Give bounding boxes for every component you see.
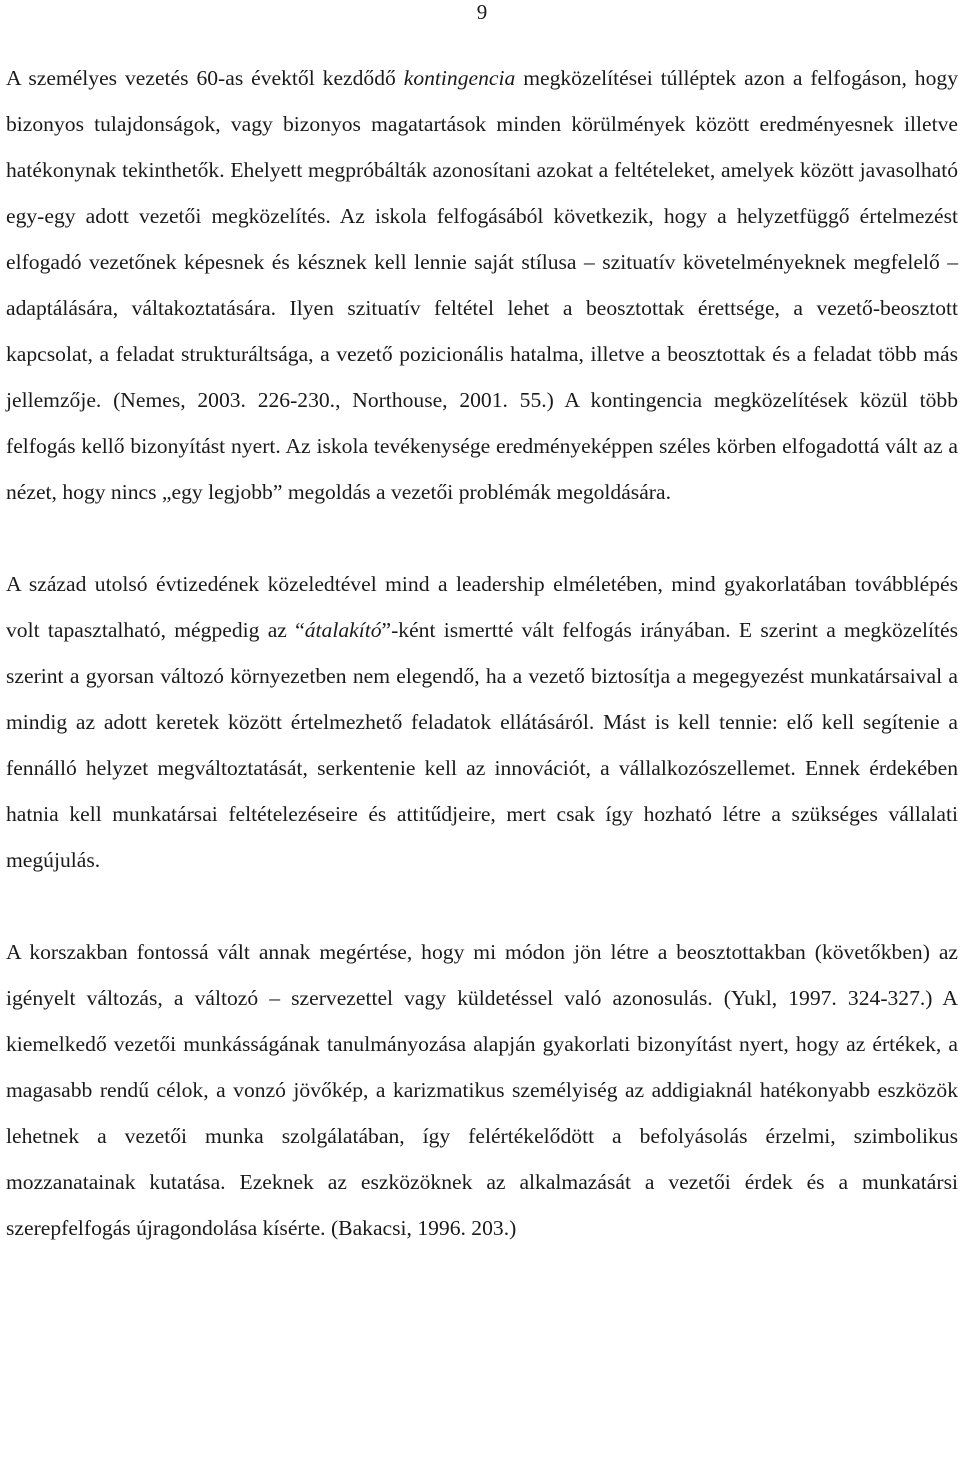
text-segment: A személyes vezetés 60-as évektől kezdődő [6, 66, 404, 90]
document-body [6, 55, 958, 1251]
italic-term-kontingencia: kontingencia [403, 66, 516, 90]
paragraph-kontingencia [6, 55, 958, 515]
text-segment: megközelítései túlléptek azon a felfogáson, hogy bizonyos tulajdonságok, vagy bizonyos magatartások minden körülmények között eredményesnek illetve hatékonynak tekinthetők. Ehelyett megpróbálták azonosítani azokat a feltételeket, amelyek között javasolható egy-egy adott vezetői megközelítés. Az iskola felfogásából következik, hogy a helyzetfüggő értelmezést elfogadó vezetőnek képesnek és késznek kell lennie saját stílusa – szituatív követelményeknek megfelelő – adaptálására, váltakoztatására. Ilyen szituatív feltétel lehet a beosztottak érettsége, a vezető-beosztott kapcsolat, a feladat strukturáltsága, a vezető pozicionális hatalma, illetve a beosztottak és a feladat több más jellemzője. (Nemes, 2003. 226-230., Northouse, 2001. 55.) A kontingencia megközelítések közül több felfogás kellő bizonyítást nyert. Az iskola tevékenysége eredményeképpen széles körben elfogadottá vált az a nézet, hogy nincs „egy legjobb” megoldás a vezetői problémák megoldására. [6, 66, 958, 504]
italic-term-atalakito: átalakító [304, 618, 382, 642]
text-segment: A század utolsó évtizedének közeledtével mind a leadership elméletében, mind gyakorlatában továbblépés volt tapasztalható, mégpedig az “ [6, 572, 958, 642]
text-segment: ”-ként ismertté vált felfogás irányában. E szerint a megközelítés szerint a gyorsan változó környezetben nem elegendő, ha a vezető biztosítja a megegyezést munkatársaival a mindig az adott keretek között értelmezhető feladatok ellátásáról. Mást is kell tennie: elő kell segítenie a fennálló helyzet megváltoztatását, serkentenie kell az innovációt, a vállalkozószellemet. Ennek érdekében hatnia kell munkatársai feltételezéseire és attitűdjeire, mert csak így hozható létre a szükséges vállalati megújulás. [6, 618, 958, 872]
text-segment: A korszakban fontossá vált annak megértése, hogy mi módon jön létre a beosztottakban (követőkben) az igényelt változás, a változó – szervezettel vagy küldetéssel való azonosulás. (Yukl, 1997. 324-327.) A kiemelkedő vezetői munkásságának tanulmányozása alapján gyakorlati bizonyítást nyert, hogy az értékek, a magasabb rendű célok, a vonzó jövőkép, a karizmatikus személyiség az addigiaknál hatékonyabb eszközök lehetnek a vezetői munka szolgálatában, így felértékelődött a befolyásolás érzelmi, szimbolikus mozzanatainak kutatása. Ezeknek az eszközöknek az alkalmazását a vezetői érdek és a munkatársi szerepfelfogás újragondolása kísérte. (Bakacsi, 1996. 203.) [6, 940, 958, 1240]
paragraph-atalakito [6, 561, 958, 883]
page-number: 9 [476, 0, 488, 24]
paragraph-korszak [6, 929, 958, 1251]
